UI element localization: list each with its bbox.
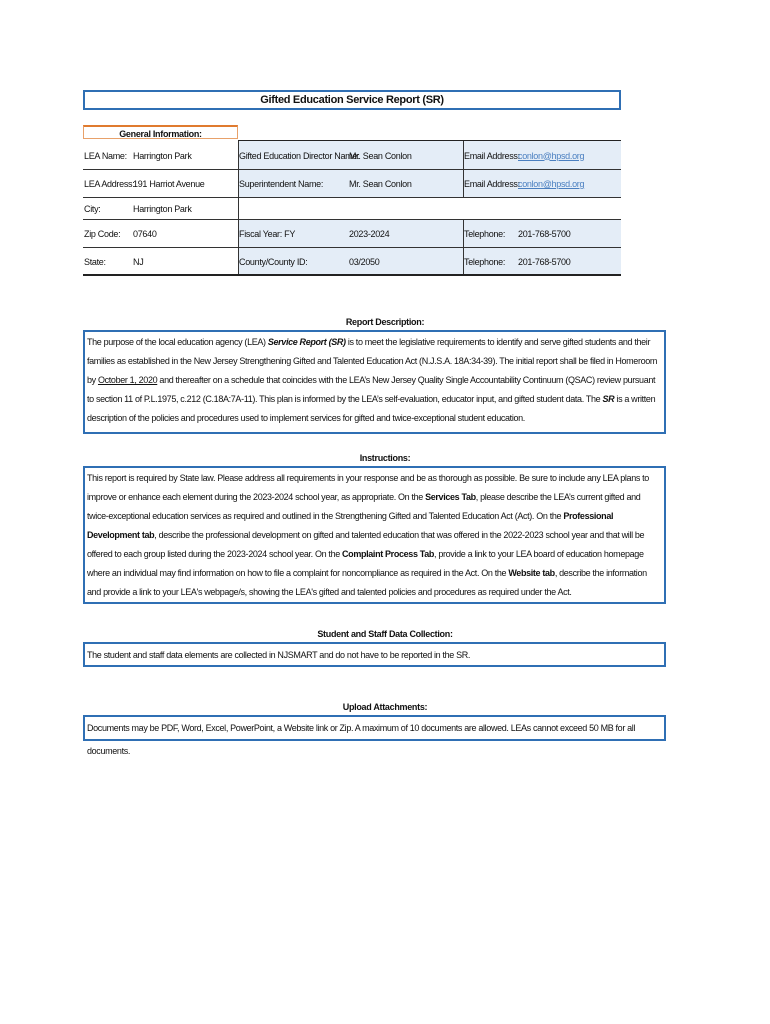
lea-name-label: LEA Name: <box>84 150 127 161</box>
telephone-label: Telephone: <box>464 229 506 239</box>
upload-box: Documents may be PDF, Word, Excel, PowerPoint, a Website link or Zip. A maximum of 10 documents are allowed. LEAs cannot exceed 50 MB for all documents. <box>83 715 666 741</box>
data-collection-heading: Student and Staff Data Collection: <box>317 629 453 639</box>
telephone-value: 201-768-5700 <box>518 229 571 239</box>
superintendent-email-label: Email Address: <box>464 179 520 189</box>
city-label: City: <box>84 203 101 214</box>
telephone-2-value: 201-768-5700 <box>518 257 571 267</box>
lea-name-value: Harrington Park <box>133 150 192 161</box>
fiscal-year-label: Fiscal Year: FY <box>239 229 296 239</box>
report-description-box: The purpose of the local education agency (LEA) Service Report (SR) is to meet the legislative requirements to identify and serve gifted students and their families as established in the New Jersey Strengthening Gifted and Talented Education Act (N.J.S.A. 18A:34-39). The initial report shall be filed in Homeroom by October 1, 2020 and thereafter on a schedule that coincides with the LEA’s New Jersey Quality Single Accountability Continuum (QSAC) review pursuant to section 11 of P.L.1975, c.212 (C.18A:7A-11). This plan is informed by the LEA’s self-evaluation, educator input, and gifted student data. The SR is a written description of the policies and procedures used to implement services for gifted and twice-exceptional student education. <box>83 330 666 434</box>
general-info-grid <box>83 141 621 276</box>
report-description-heading: Report Description: <box>345 317 425 327</box>
director-name-value: Mr. Sean Conlon <box>349 150 412 161</box>
superintendent-name-label: Superintendent Name: <box>239 179 324 189</box>
telephone-2-label: Telephone: <box>464 257 506 267</box>
lea-address-label: LEA Address: <box>84 179 135 189</box>
data-collection-box: The student and staff data elements are collected in NJSMART and do not have to be reported in the SR. <box>83 642 666 667</box>
city-value: Harrington Park <box>133 203 192 214</box>
report-title: Gifted Education Service Report (SR) <box>83 90 621 110</box>
director-email-label: Email Address: <box>464 150 520 161</box>
zip-value: 07640 <box>133 229 157 239</box>
info-row-state <box>83 248 621 276</box>
info-row-zip <box>83 219 621 248</box>
info-row-lea-address <box>83 170 621 198</box>
county-value: 03/2050 <box>349 257 380 267</box>
info-row-city <box>83 198 621 219</box>
director-name-label: Gifted Education Director Name: <box>239 150 360 161</box>
superintendent-email-link[interactable]: conlon@hpsd.org <box>518 179 585 189</box>
general-info-header: General Information: <box>83 125 238 139</box>
lea-address-value: 191 Harriot Avenue <box>133 179 205 189</box>
instructions-heading: Instructions: <box>359 453 411 463</box>
superintendent-name-value: Mr. Sean Conlon <box>349 179 412 189</box>
county-label: County/County ID: <box>239 257 308 267</box>
info-row-lea-name <box>83 141 621 170</box>
zip-label: Zip Code: <box>84 229 121 239</box>
instructions-box: This report is required by State law. Please address all requirements in your response and be as thorough as possible. Be sure to include any LEA plans to improve or enhance each element during the 2023-2024 school year, as appropriate. On the Services Tab, please describe the LEA’s current gifted and twice-exceptional education services as required and outlined in the Strengthening Gifted and Talented Education Act (Act). On the Professional Development tab, describe the professional development on gifted and talented education that was offered in the 2022-2023 school year and that will be offered to each group listed during the 2023-2024 school year. On the Complaint Process Tab, provide a link to your LEA board of education homepage where an individual may find information on how to file a complaint for noncompliance as required in the Act. On the Website tab, describe the information and provide a link to your LEA's webpage/s, showing the LEA's gifted and talented policies and procedures as required under the Act. <box>83 466 666 604</box>
upload-heading: Upload Attachments: <box>342 702 428 712</box>
fiscal-year-value: 2023-2024 <box>349 229 390 239</box>
state-value: NJ <box>133 257 144 267</box>
director-email-link[interactable]: conlon@hpsd.org <box>518 150 585 161</box>
state-label: State: <box>84 257 106 267</box>
